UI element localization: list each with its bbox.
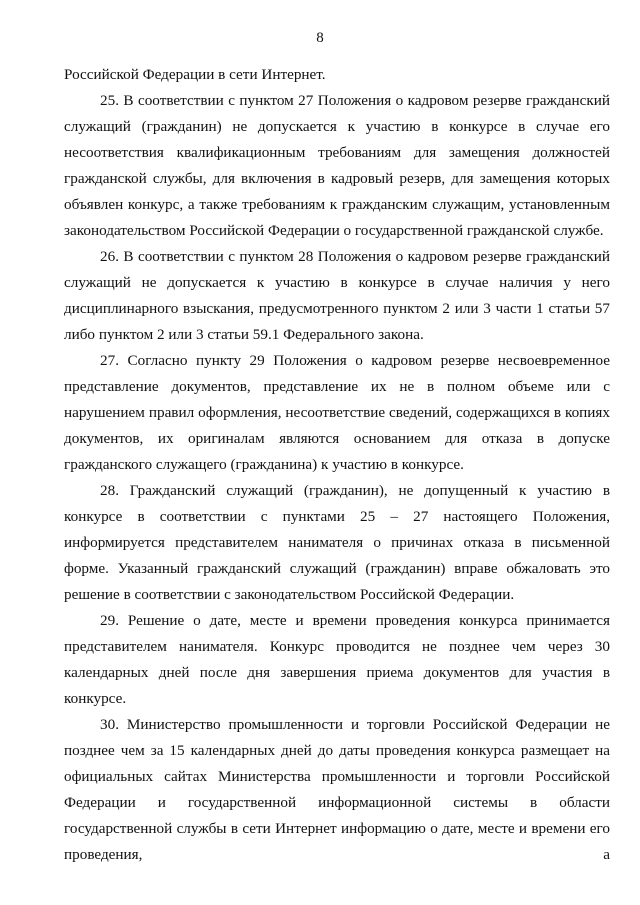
page-number: 8	[316, 30, 324, 46]
paragraph-25: 25. В соответствии с пунктом 27 Положения о кадровом резерве гражданский служащий (гражданин) не допускается к участию в конкурсе в случае его несоответствия квалификационным требованиям для замещения должностей гражданской службы, для включения в кадровый резерв, для замещения которых объявлен конкурс, а также требованиям к гражданским служащим, установленным законодательством Российской Федерации о государственной гражданской службе.	[64, 92, 610, 239]
paragraph-continuation: Российской Федерации в сети Интернет.	[64, 66, 326, 83]
paragraph-29: 29. Решение о дате, месте и времени проведения конкурса принимается представителем нанимателя. Конкурс проводится не позднее чем через 30 календарных дней после дня завершения приема документов для участия в конкурсе.	[64, 612, 610, 707]
paragraph-27: 27. Согласно пункту 29 Положения о кадровом резерве несвоевременное представление документов, представление их не в полном объеме или с нарушением правил оформления, несоответствие сведений, содержащихся в копиях документов, их оригиналам являются основанием для отказа в допуске гражданского служащего (гражданина) к участию в конкурсе.	[64, 352, 610, 473]
paragraph-28: 28. Гражданский служащий (гражданин), не допущенный к участию в конкурсе в соответствии с пунктами 25 – 27 настоящего Положения, информируется представителем нанимателя о причинах отказа в письменной форме. Указанный гражданский служащий (гражданин) вправе обжаловать это решение в соответствии с законодательством Российской Федерации.	[64, 482, 610, 603]
paragraph-30: 30. Министерство промышленности и торговли Российской Федерации не позднее чем за 15 календарных дней до даты проведения конкурса размещает на официальных сайтах Министерства промышленности и торговли Российской Федерации и государственной информационной системы в области государственной службы в сети Интернет информацию о дате, месте и времени его проведения, а	[64, 716, 610, 863]
document-body	[64, 62, 610, 868]
paragraph-26: 26. В соответствии с пунктом 28 Положения о кадровом резерве гражданский служащий не допускается к участию в конкурсе в случае наличия у него дисциплинарного взыскания, предусмотренного пунктом 2 или 3 части 1 статьи 57 либо пунктом 2 или 3 статьи 59.1 Федерального закона.	[64, 248, 610, 343]
